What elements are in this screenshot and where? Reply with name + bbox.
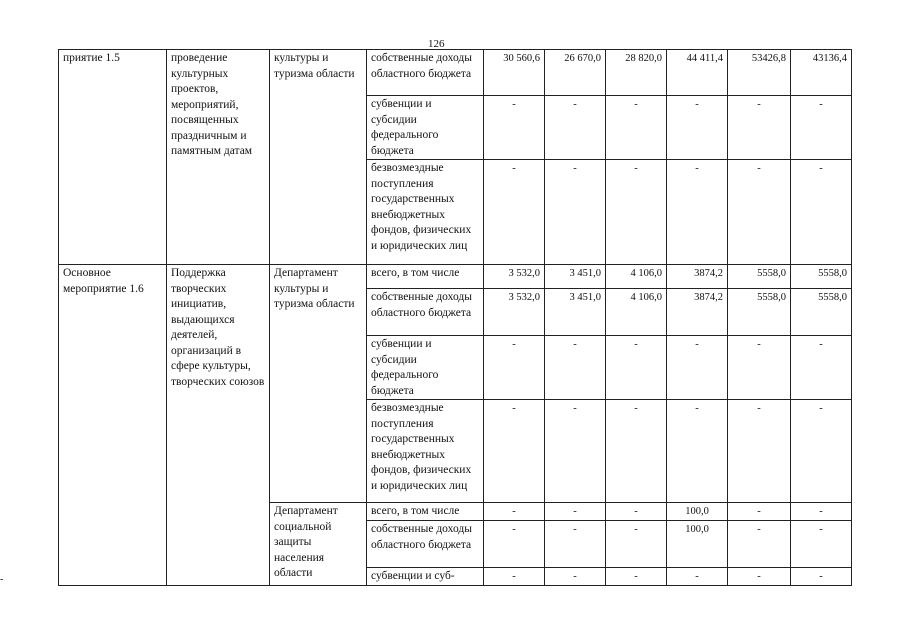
value-cell: 100,0 <box>667 503 728 521</box>
executor-cell: Департамент социальной защиты населения области <box>270 503 367 586</box>
value-cell: - <box>484 521 545 568</box>
value-cell: 5558,0 <box>791 265 852 289</box>
value-cell: - <box>728 503 791 521</box>
source-cell: субвенции и суб- <box>367 568 484 586</box>
value-cell: - <box>728 160 791 265</box>
value-cell: - <box>545 521 606 568</box>
value-cell: - <box>606 521 667 568</box>
value-cell: 5558,0 <box>728 289 791 336</box>
value-cell: 44 411,4 <box>667 50 728 96</box>
value-cell: - <box>484 336 545 400</box>
source-cell: всего, в том числе <box>367 265 484 289</box>
value-cell: - <box>606 96 667 160</box>
value-cell: - <box>791 336 852 400</box>
value-cell: 28 820,0 <box>606 50 667 96</box>
value-cell: 100,0 <box>667 521 728 568</box>
table-row <box>59 50 852 96</box>
value-cell: - <box>606 160 667 265</box>
executor-cell: Департамент культуры и туризма области <box>270 265 367 503</box>
value-cell: - <box>728 96 791 160</box>
value-cell: - <box>484 160 545 265</box>
source-cell: всего, в том числе <box>367 503 484 521</box>
value-cell: - <box>545 503 606 521</box>
value-cell: - <box>667 96 728 160</box>
value-cell: - <box>484 568 545 586</box>
budget-table <box>58 49 852 586</box>
value-cell: - <box>791 503 852 521</box>
source-cell: безвозмездные поступления государственных внебюджетных фондов, физических и юридических лиц <box>367 400 484 503</box>
value-cell: 3 532,0 <box>484 289 545 336</box>
value-cell: - <box>667 568 728 586</box>
source-cell: собственные доходы областного бюджета <box>367 50 484 96</box>
value-cell: 43136,4 <box>791 50 852 96</box>
page-number: 126 <box>428 38 445 50</box>
value-cell: 3874,2 <box>667 265 728 289</box>
value-cell: 3874,2 <box>667 289 728 336</box>
value-cell: 3 532,0 <box>484 265 545 289</box>
value-cell: - <box>606 568 667 586</box>
value-cell: - <box>545 568 606 586</box>
value-cell: - <box>606 400 667 503</box>
value-cell: 26 670,0 <box>545 50 606 96</box>
value-cell: 53426,8 <box>728 50 791 96</box>
left-margin-mark: - <box>0 574 4 585</box>
value-cell: 4 106,0 <box>606 289 667 336</box>
value-cell: - <box>606 503 667 521</box>
value-cell: - <box>667 160 728 265</box>
value-cell: - <box>667 336 728 400</box>
value-cell: - <box>791 160 852 265</box>
table-row <box>59 265 852 289</box>
value-cell: - <box>791 96 852 160</box>
value-cell: - <box>791 568 852 586</box>
value-cell: - <box>791 521 852 568</box>
event-cell: Основное мероприятие 1.6 <box>59 265 167 586</box>
value-cell: - <box>728 336 791 400</box>
value-cell: - <box>484 503 545 521</box>
source-cell: собственные доходы областного бюджета <box>367 289 484 336</box>
source-cell: субвенции и субсидии федерального бюджета <box>367 336 484 400</box>
source-cell: безвозмездные поступления государственных внебюджетных фондов, физических и юридических лиц <box>367 160 484 265</box>
executor-cell: культуры и туризма области <box>270 50 367 265</box>
value-cell: - <box>545 96 606 160</box>
value-cell: - <box>484 96 545 160</box>
value-cell: 4 106,0 <box>606 265 667 289</box>
source-cell: собственные доходы областного бюджета <box>367 521 484 568</box>
value-cell: 3 451,0 <box>545 265 606 289</box>
value-cell: - <box>728 568 791 586</box>
value-cell: 30 560,6 <box>484 50 545 96</box>
value-cell: 5558,0 <box>728 265 791 289</box>
value-cell: - <box>545 160 606 265</box>
description-cell: Поддержка творческих инициатив, выдающихся деятелей, организаций в сфере культуры, творческих союзов <box>167 265 270 586</box>
value-cell: - <box>667 400 728 503</box>
value-cell: - <box>545 336 606 400</box>
value-cell: - <box>791 400 852 503</box>
event-cell: приятие 1.5 <box>59 50 167 265</box>
value-cell: - <box>545 400 606 503</box>
value-cell: - <box>606 336 667 400</box>
value-cell: 5558,0 <box>791 289 852 336</box>
value-cell: - <box>484 400 545 503</box>
description-cell: проведение культурных проектов, мероприятий, посвященных праздничным и памятным датам <box>167 50 270 265</box>
value-cell: - <box>728 400 791 503</box>
value-cell: - <box>728 521 791 568</box>
value-cell: 3 451,0 <box>545 289 606 336</box>
source-cell: субвенции и субсидии федерального бюджета <box>367 96 484 160</box>
